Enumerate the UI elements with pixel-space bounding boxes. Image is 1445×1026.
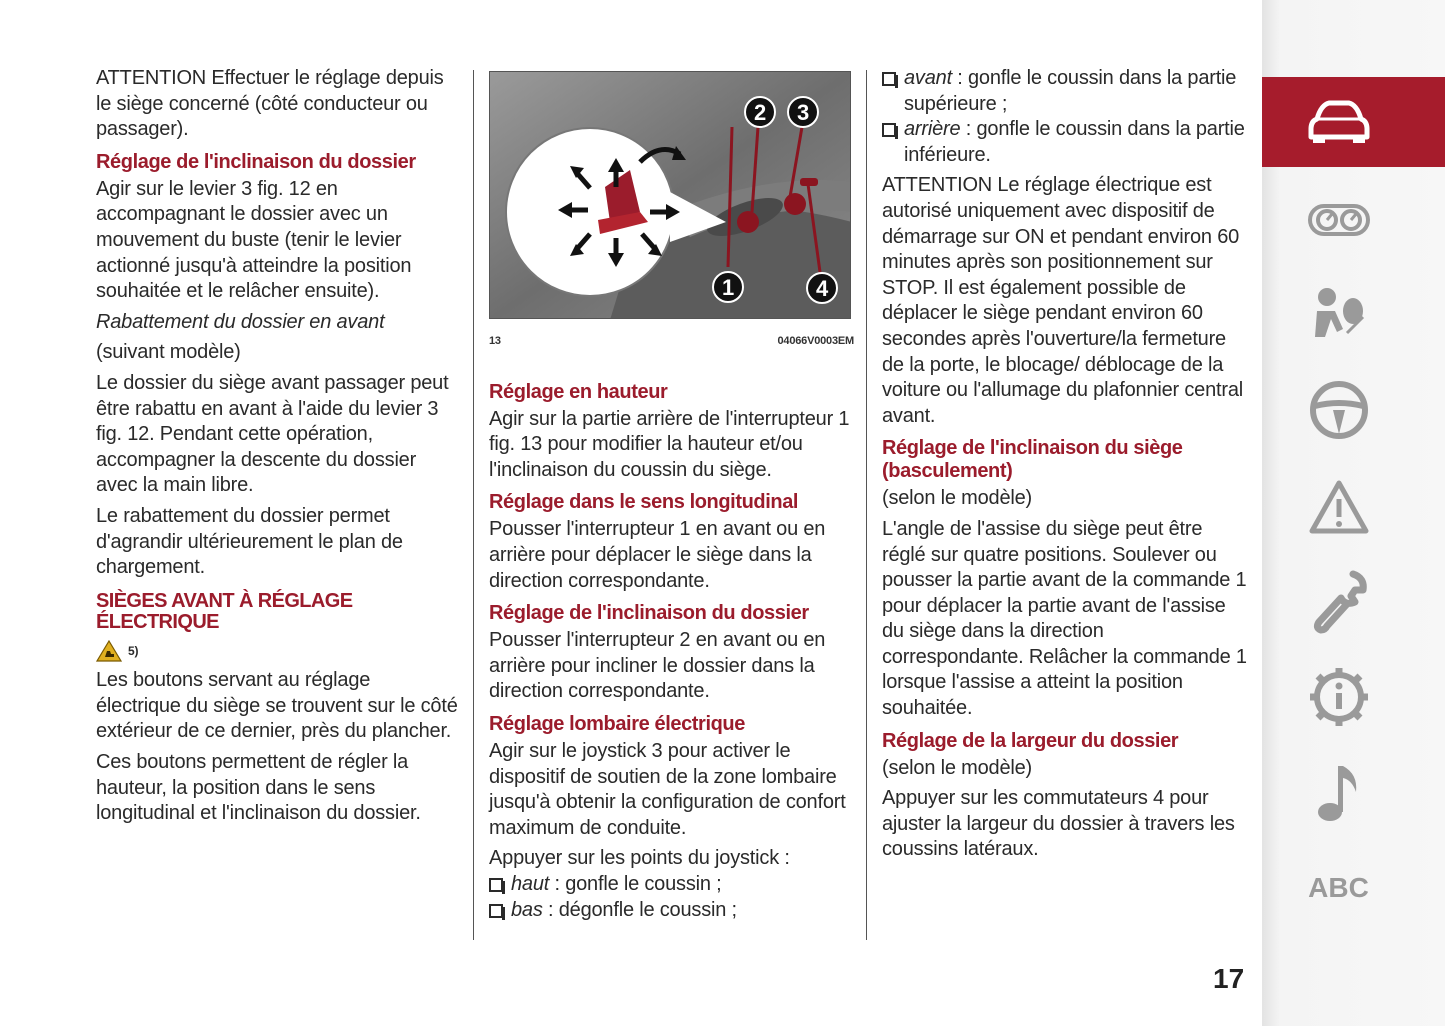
column-right bbox=[882, 66, 1247, 868]
paragraph: (selon le modèle) bbox=[882, 487, 1033, 510]
seat-controls-illustration bbox=[490, 72, 851, 319]
seat-controls-figure bbox=[489, 71, 851, 319]
nav-dashboard[interactable] bbox=[1262, 175, 1445, 265]
music-note-icon bbox=[1314, 762, 1364, 824]
list-term: bas bbox=[511, 898, 543, 921]
figure-caption bbox=[489, 329, 854, 355]
heading-lumbar: Réglage lombaire électrique bbox=[489, 712, 745, 735]
heading-backrest-tilt: Réglage de l'inclinaison du dossier bbox=[96, 150, 416, 173]
attention-paragraph: ATTENTION Le réglage électrique est autorisé uniquement avec dispositif de démarrage sur ON et pendant environ 60 minutes après son positionnement sur STOP. Il est également possible de déplacer le siège pendant environ 60 secondes après l'ouverture/la fermeture de la porte, le blocage/ déblocage de la voiture ou l'allumage du plafonnier central avant. bbox=[882, 174, 1243, 427]
list-item bbox=[489, 872, 854, 898]
warning-seat-icon bbox=[96, 640, 122, 662]
wrench-icon bbox=[1309, 570, 1369, 634]
page-number: 17 bbox=[1213, 963, 1245, 994]
index-label: ABC bbox=[1308, 872, 1369, 903]
paragraph: Agir sur la partie arrière de l'interrupteur 1 fig. 13 pour modifier la hauteur et/ou l'inclinaison du coussin du siège. bbox=[489, 407, 850, 481]
figure-code: 04066V0003EM bbox=[777, 335, 854, 347]
paragraph: (selon le modèle) bbox=[882, 756, 1033, 779]
list-item bbox=[489, 898, 854, 924]
list-text: : gonfle le coussin dans la partie supérieure ; bbox=[904, 67, 1237, 115]
airbag-person-icon bbox=[1307, 285, 1371, 345]
column-divider bbox=[473, 70, 474, 940]
heading-backrest-width: Réglage de la largeur du dossier bbox=[882, 729, 1179, 752]
callout-2: 2 bbox=[753, 100, 767, 125]
list-term: arrière bbox=[904, 118, 961, 141]
paragraph: Le dossier du siège avant passager peut être rabattu en avant à l'aide du levier 3 fig. 12. Pendant cette opération, accompagner la descente du dossier avec la main libre. bbox=[96, 371, 449, 497]
figure-number: 13 bbox=[489, 335, 501, 347]
nav-driving[interactable] bbox=[1262, 365, 1445, 455]
warning-reference bbox=[96, 639, 460, 665]
list-term: avant bbox=[904, 67, 952, 89]
paragraph: Ces boutons permettent de régler la hauteur, la position dans le sens longitudinal et l'inclinaison du dossier. bbox=[96, 751, 421, 825]
warning-triangle-icon bbox=[1308, 479, 1370, 535]
nav-car[interactable] bbox=[1262, 77, 1445, 167]
info-gear-icon bbox=[1308, 666, 1370, 728]
callout-4: 4 bbox=[815, 276, 829, 301]
column-middle bbox=[489, 66, 854, 923]
nav-maintenance[interactable] bbox=[1262, 557, 1445, 647]
heading-backrest: Réglage de l'inclinaison du dossier bbox=[489, 602, 809, 625]
paragraph: Pousser l'interrupteur 1 en avant ou en arrière pour déplacer le siège dans la direction correspondante. bbox=[489, 518, 826, 592]
attention-paragraph: ATTENTION Effectuer le réglage depuis le siège concerné (côté conducteur ou passager). bbox=[96, 67, 444, 141]
list-item bbox=[882, 117, 1247, 168]
warning-ref-number: 5) bbox=[128, 643, 139, 658]
paragraph: Appuyer sur les commutateurs 4 pour ajuster la largeur du dossier à travers les coussins latéraux. bbox=[882, 787, 1235, 861]
list-text: : gonfle le coussin dans la partie inférieure. bbox=[904, 118, 1245, 166]
nav-index[interactable] bbox=[1262, 843, 1445, 933]
list-term: haut bbox=[511, 872, 550, 895]
paragraph: Appuyer sur les points du joystick : bbox=[489, 847, 790, 870]
paragraph: Le rabattement du dossier permet d'agrandir ultérieurement le plan de chargement. bbox=[96, 504, 403, 579]
paragraph: (suivant modèle) bbox=[96, 341, 241, 364]
heading-longitudinal: Réglage dans le sens longitudinal bbox=[489, 491, 799, 514]
subheading-fold-forward: Rabattement du dossier en avant bbox=[96, 310, 385, 333]
nav-technical-data[interactable] bbox=[1262, 652, 1445, 742]
bullet-box-icon bbox=[489, 878, 503, 892]
list-item bbox=[882, 66, 1247, 117]
heading-electric-seats: SIÈGES AVANT À RÉGLAGE ÉLECTRIQUE bbox=[96, 589, 353, 633]
bullet-box-icon bbox=[882, 123, 896, 137]
nav-emergency[interactable] bbox=[1262, 462, 1445, 552]
list-text: : gonfle le coussin ; bbox=[549, 872, 722, 895]
column-left bbox=[96, 66, 460, 832]
column-divider bbox=[866, 70, 867, 940]
chapter-sidebar bbox=[1262, 0, 1445, 1026]
steering-wheel-icon bbox=[1309, 380, 1369, 440]
nav-multimedia[interactable] bbox=[1262, 748, 1445, 838]
callout-3: 3 bbox=[796, 100, 810, 125]
list-text: : dégonfle le coussin ; bbox=[542, 898, 737, 921]
paragraph: Agir sur le levier 3 fig. 12 en accompagnant le dossier avec un mouvement du buste (tenir le levier actionné jusqu'à atteindre la position souhaitée et le relâcher ensuite). bbox=[96, 177, 412, 303]
car-icon bbox=[1307, 97, 1371, 147]
nav-safety[interactable] bbox=[1262, 270, 1445, 360]
heading-height: Réglage en hauteur bbox=[489, 380, 668, 403]
bullet-box-icon bbox=[882, 72, 896, 86]
callout-1: 1 bbox=[721, 275, 735, 300]
paragraph: L'angle de l'assise du siège peut être réglé sur quatre positions. Soulever ou pousser la partie avant de la commande 1 pour déplacer la partie avant de l'assise du siège dans la direction correspondante. Relâcher la commande 1 lorsque l'assise a atteint la position souhaitée. bbox=[882, 517, 1247, 720]
paragraph: Les boutons servant au réglage électrique du siège se trouvent sur le côté extérieur de ce dernier, près du plancher. bbox=[96, 669, 458, 743]
paragraph: Agir sur le joystick 3 pour activer le dispositif de soutien de la zone lombaire jusqu'à obtenir la configuration de confort maximum de conduite. bbox=[489, 739, 846, 839]
bullet-box-icon bbox=[489, 904, 503, 918]
heading-seat-tilt: Réglage de l'inclinaison du siège (basculement) bbox=[882, 437, 1183, 483]
dashboard-icon bbox=[1307, 198, 1371, 242]
paragraph: Pousser l'interrupteur 2 en avant ou en arrière pour incliner le dossier dans la direction correspondante. bbox=[489, 629, 826, 703]
